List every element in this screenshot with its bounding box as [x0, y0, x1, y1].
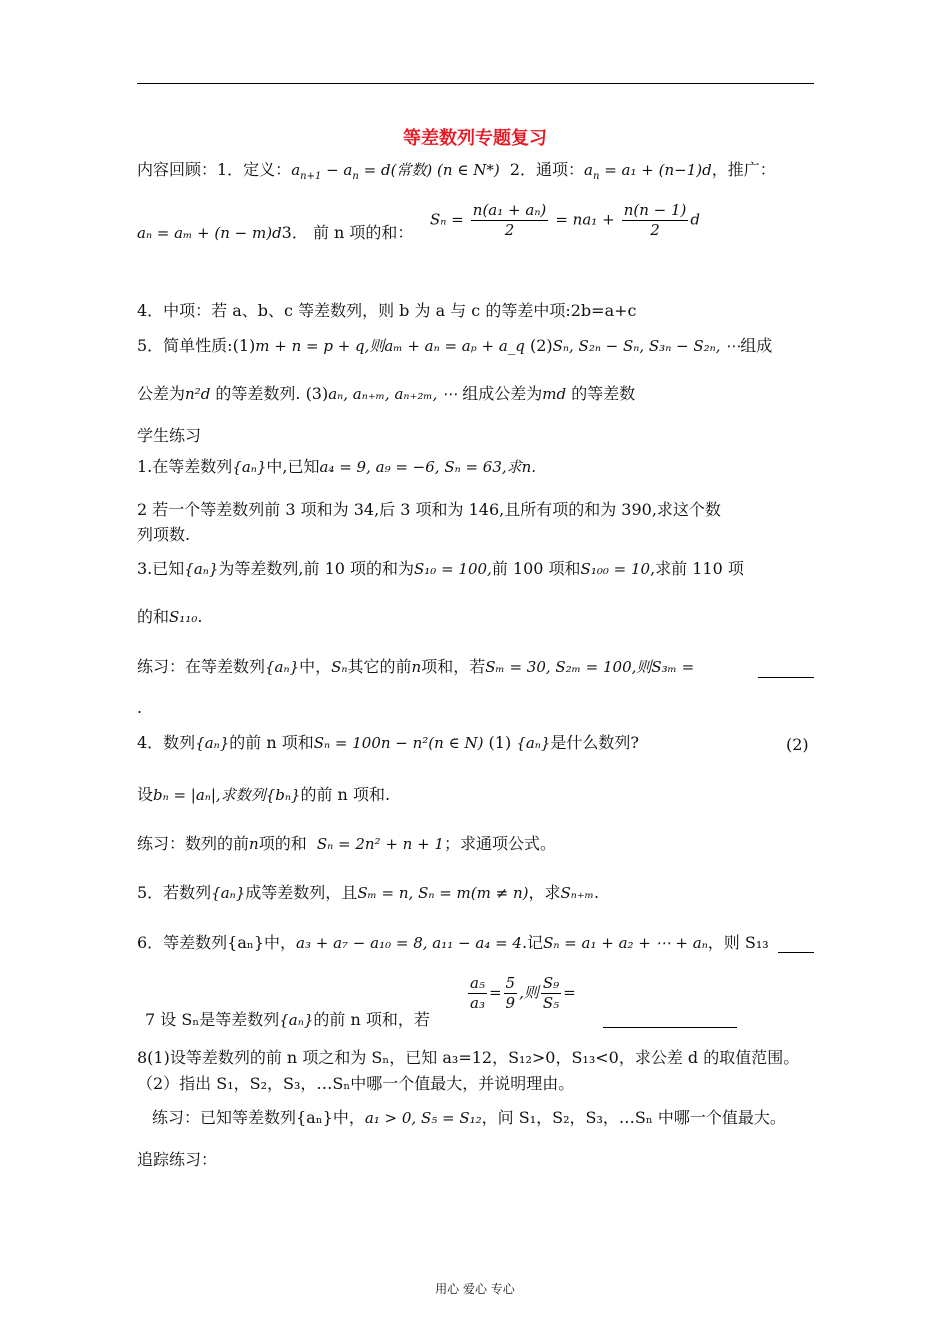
problem-5: 5．若数列{aₙ}成等差数列，且Sₘ = n, Sₙ = m(m ≠ n)，求Sₙ₊ₘ.	[137, 883, 600, 902]
review-line-1: 内容回顾：1．定义：$a_{n+1} - a_n = d$(常数) (n ∈ N*) 2．通项：$a_n = a_1 + (n-1)d$，推广：	[137, 160, 776, 182]
exercise-3: 练习：已知等差数列{aₙ}中，a₁ > 0, S₅ = S₁₂，问 S₁，S₂，S₃，…Sₙ 中哪一个值最大。	[152, 1108, 786, 1127]
practice-heading: 学生练习	[137, 426, 202, 445]
exercise-1-dot: .	[137, 698, 143, 717]
problem-4-line-1: 4．数列{aₙ}的前 n 项和Sₙ = 100n − n²(n ∈ N) (1) {aₙ}是什么数列?	[137, 733, 640, 752]
problem-6: 6．等差数列{aₙ}中，a₃ + a₇ − a₁₀ = 8, a₁₁ − a₄ = 4.记Sₙ = a₁ + a₂ + ⋯ + aₙ，则 S₁₃	[137, 933, 769, 952]
problem-4-line-2: 设bₙ = |aₙ|,求数列{bₙ}的前 n 项和.	[137, 785, 391, 804]
problem-7-formula: $\frac{\text{a₅}}{\text{a₃}}$ = $\frac{5}{9}$ ,则 $\frac{\text{S₉}}{\text{S₅}}$ =	[470, 974, 576, 1012]
problem-8-line-1: 8(1)设等差数列的前 n 项之和为 Sₙ，已知 a₃=12，S₁₂>0，S₁₃<0，求公差 d 的取值范围。	[137, 1048, 800, 1067]
footer: 用心 爱心 专心	[435, 1282, 515, 1296]
problem-2-line-1: 2 若一个等差数列前 3 项和为 34,后 3 项和为 146,且所有项的和为 390,求这个数	[137, 500, 721, 519]
sum-formula: Sₙ = $\frac{\text{n(a₁ + aₙ)}}{2}$ = na₁ + $\frac{n(n - 1)}{2}$ d	[430, 201, 701, 239]
exercise-2: 练习：数列的前n项的和 Sₙ = 2n² + n + 1；求通项公式。	[137, 834, 556, 853]
page-title: 等差数列专题复习	[403, 128, 547, 149]
review-line-2: aₙ = aₘ + (n − m)d3． 前 n 项的和：	[137, 223, 414, 242]
problem-7: 7 设 Sₙ是等差数列{aₙ}的前 n 项和，若	[145, 1010, 430, 1029]
problem-8-line-2: （2）指出 S₁，S₂，S₃，…Sₙ中哪一个值最大，并说明理由。	[137, 1074, 575, 1093]
problem-4-part-2: (2)	[786, 735, 809, 754]
answer-blank-2[interactable]	[778, 952, 814, 953]
problem-2-line-2: 列项数.	[137, 525, 191, 544]
problem-3-line-1: 3.已知{aₙ}为等差数列,前 10 项的和为S₁₀ = 100,前 100 项和S₁₀₀ = 10,求前 110 项	[137, 559, 744, 578]
problem-3-line-2: 的和S₁₁₀.	[137, 607, 203, 626]
tracking-heading: 追踪练习：	[137, 1150, 218, 1169]
answer-blank-3[interactable]	[603, 1027, 737, 1028]
problem-1: 1.在等差数列{aₙ}中,已知a₄ = 9, a₉ = −6, Sₙ = 63,求n.	[137, 457, 537, 476]
exercise-1: 练习：在等差数列{aₙ}中，Sₙ其它的前n项和，若Sₘ = 30, S₂ₘ = 100,则S₃ₘ =	[137, 657, 695, 676]
review-line-4: 5．简单性质:(1)m + n = p + q,则aₘ + aₙ = aₚ + a_q (2)Sₙ, S₂ₙ − Sₙ, S₃ₙ − S₂ₙ, ⋯组成	[137, 336, 773, 355]
review-line-3: 4．中项：若 a、b、c 等差数列，则 b 为 a 与 c 的等差中项:2b=a+c	[137, 301, 637, 320]
review-line-5: 公差为n²d 的等差数列. (3)aₙ, aₙ₊ₘ, aₙ₊₂ₘ, ⋯ 组成公差为md 的等差数	[137, 384, 636, 403]
header-rule	[137, 83, 814, 84]
answer-blank-1[interactable]	[758, 677, 814, 678]
